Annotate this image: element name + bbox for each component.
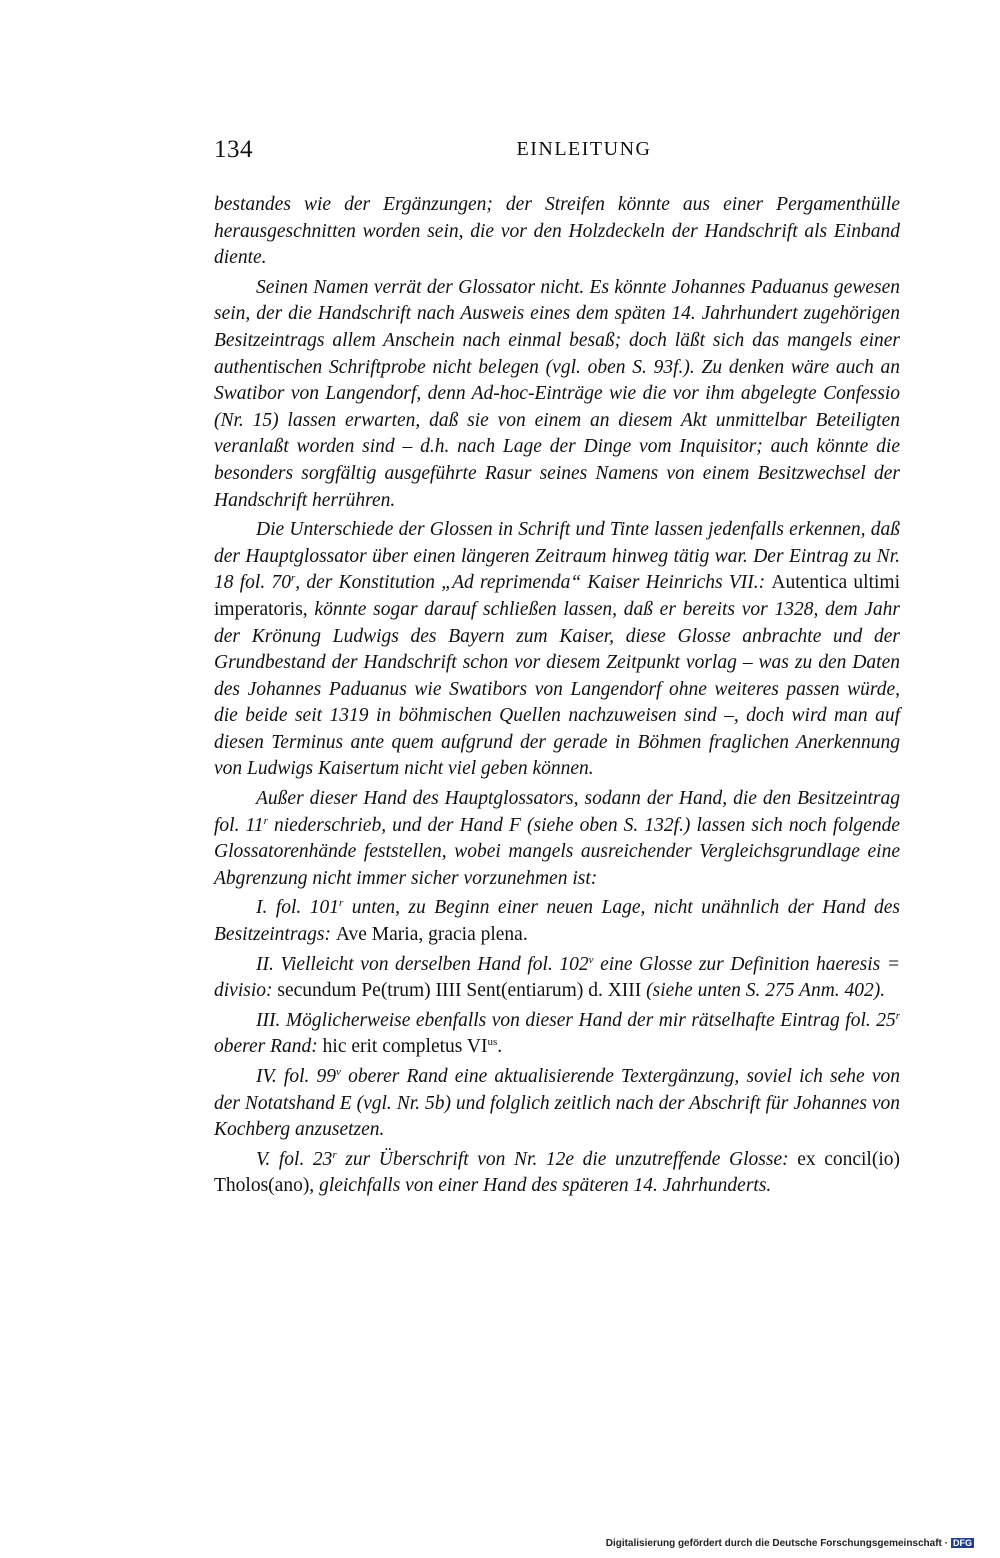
folio-superscript: v [588,953,594,966]
paragraph-2 [214,275,900,514]
running-head: EINLEITUNG [516,138,652,160]
text-run: IV. fol. 99 [256,1066,337,1087]
paragraph-1 [214,192,900,272]
dfg-logo-icon: DFG [953,1538,972,1548]
list-item-1 [214,895,900,948]
text-run: II. Vielleicht von derselben Hand fol. 102 [256,953,589,975]
text-run: Seinen Namen verrät der Glossator nicht. Es könnte Johannes Paduanus gewesen sein, der die Handschrift nach Ausweis eines dem späten 14. Jahrhundert zugehörigen Besitzeintrags allem Anschein nach einmal besaß; doch läßt sich das mangels einer authentischen Schriftprobe nicht belegen (vgl. oben S. 93f.). Zu denken wäre auch an Swatibor von Langendorf, denn Ad-hoc-Einträge wie die vor ihm abgelegte Confessio (Nr. 15) lassen erwarten, daß sie von einem an diesem Akt unmittelbar Beteiligten veranlaßt worden sind – d.h. nach Lage der Dinge vom Inquisitor; auch könnte die besonders sorgfältig ausgeführte Rasur seines Namens von einem Besitzwechsel der Handschrift herrühren. [214,276,900,511]
paragraph-4 [214,786,900,892]
text-run: I. fol. 101 [256,897,340,919]
latin-quotation-end: . [497,1036,503,1058]
text-run: niederschrieb, und der Hand F (siehe oben S. 132f.) lassen sich noch folgende Glossatorenhände feststellen, wobei mangels ausreichender Vergleichsgrundlage eine Abgrenzung nicht immer sicher vorzunehmen ist: [214,814,900,889]
folio-superscript: r [339,897,344,910]
text-run: eine Glosse zur Definition haeresis = divisio: [214,953,900,1002]
page-header [214,136,898,170]
latin-quotation: hic erit completus VI [322,1036,488,1058]
text-run: (siehe unten S. 275 Anm. 402). [641,980,886,1002]
text-run: könnte sogar darauf schließen lassen, daß er bereits vor 1328, dem Jahr der Krönung Ludwigs des Bayern zum Kaiser, diese Glosse anbrachte und der Grundbestand der Handschrift schon vor diesem Zeitpunkt vorlag – was zu den Daten des Johannes Paduanus wie Swatibors von Langendorf ohne weiteres passen würde, die beide seit 1319 in böhmischen Quellen nachzuweisen sind –, doch wird man auf diesen Terminus ante quem aufgrund der gerade in Böhmen fraglichen Anerkennung von Ludwigs Kaisertum nicht viel geben können. [214,598,900,780]
text-run: III. Möglicherweise ebenfalls von dieser Hand der mir rätselhafte Eintrag fol. 25 [256,1009,896,1031]
text-run: gleichfalls von einer Hand des späteren 14. Jahrhunderts. [314,1175,772,1197]
folio-superscript: r [290,572,296,585]
latin-quotation: secundum Pe(trum) IIII Sent(entiarum) d. XIII [277,980,642,1002]
folio-superscript: r [895,1009,900,1022]
list-item-4 [214,1064,900,1144]
footer-text: Digitalisierung gefördert durch die Deutsche Forschungsgemeinschaft · [605,1538,948,1549]
folio-superscript: r [263,814,268,827]
latin-quotation: Autentica ultimi imperatoris, [214,572,900,620]
text-run: V. fol. 23 [256,1148,333,1170]
text-run: Außer dieser Hand des Hauptglossators, sodann der Hand, die den Besitzeintrag fol. 11 [214,788,900,836]
body-text [214,192,900,1203]
digitization-footer [606,1538,974,1549]
text-run: oberer Rand eine aktualisierende Textergänzung, soviel ich sehe von der Notatshand E (vgl. Nr. 5b) und folglich zeitlich nach der Abschrift für Johannes von Kochberg anzusetzen. [214,1066,901,1141]
text-run: , der Konstitution „Ad reprimenda“ Kaiser Heinrichs VII.: [295,572,772,594]
list-item-2 [214,952,900,1005]
text-run: unten, zu Beginn einer neuen Lage, nicht unähnlich der Hand des Besitzeintrags: [214,897,900,946]
latin-quotation: Ave Maria, gracia plena. [335,924,528,946]
text-run: Die Unterschiede der Glossen in Schrift und Tinte lassen jedenfalls erkennen, daß der Hauptglossator über einen längeren Zeitraum hinweg tätig war. Der Eintrag zu Nr. 18 fol. 70 [214,519,900,594]
latin-superscript: us [487,1036,498,1049]
text-run: oberer Rand: [214,1036,323,1058]
text-run: bestandes wie der Ergänzungen; der Streifen könnte aus einer Pergamenthülle herausgeschnitten worden sein, die vor den Holzdeckeln der Handschrift als Einband diente. [214,194,900,269]
paragraph-3 [214,517,900,783]
list-item-5 [214,1147,900,1200]
page-number: 134 [214,136,253,163]
latin-quotation: ex concil(io) Tholos(ano), [214,1148,901,1197]
list-item-3 [214,1008,900,1061]
folio-superscript: v [336,1066,341,1078]
folio-superscript: r [332,1148,337,1161]
text-run: zur Überschrift von Nr. 12e die unzutreffende Glosse: [336,1148,798,1170]
